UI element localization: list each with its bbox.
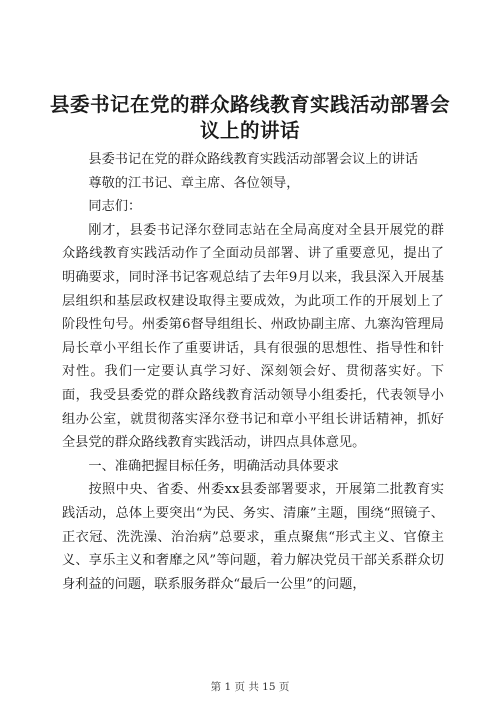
salutation-paragraph: 尊敬的江书记、章主席、各位领导， (88, 175, 300, 191)
body-paragraph: 刚才，县委书记泽尔登同志站在全局高度对全县开展党的群众路线教育实践活动作了全面动员部署、讲了重要意见，提出了明确要求，同时泽书记客观总结了去年9月以来，我县深入开展基层组织和基层政权建设取得主要成效，为此项工作的开展划上了阶段性句号。州委第6督导组组长、州政协副主席、九寨沟管理局局长章小平组长作了重要讲话，具有很强的思想性、指导性和针对性。我们一定要认真学习好、深刻领会好、贯彻落实好。下面，我受县委党的群众路线教育活动领导小组委托，代表领导小组办公室，就贯彻落实泽尔登书记和章小平组长讲话精神，抓好全县党的群众路线教育实践活动，讲四点具体意见。 (62, 222, 444, 451)
salutation-comrades: 同志们： (88, 199, 142, 215)
subtitle-paragraph: 县委书记在党的群众路线教育实践活动部署会议上的讲话 (88, 152, 419, 167)
document-body (62, 148, 444, 596)
section-heading: 一、准确把握目标任务，明确活动具体要求 (88, 458, 339, 474)
body-paragraph: 按照中央、省委、州委xx县委部署要求，开展第二批教育实践活动，总体上要突出“为民、务实、清廉”主题，围绕“照镜子、正衣冠、洗洗澡、治治病”总要求，重点聚焦“形式主义、官僚主义、享乐主义和奢靡之风”等问题，着力解决党员干部关系群众切身利益的问题，联系服务群众“最后一公里”的问题， (62, 482, 444, 592)
page-number-footer: 第 1 页 共 15 页 (210, 681, 290, 693)
document-title: 县委书记在党的群众路线教育实践活动部署会议上的讲话 (50, 93, 451, 142)
